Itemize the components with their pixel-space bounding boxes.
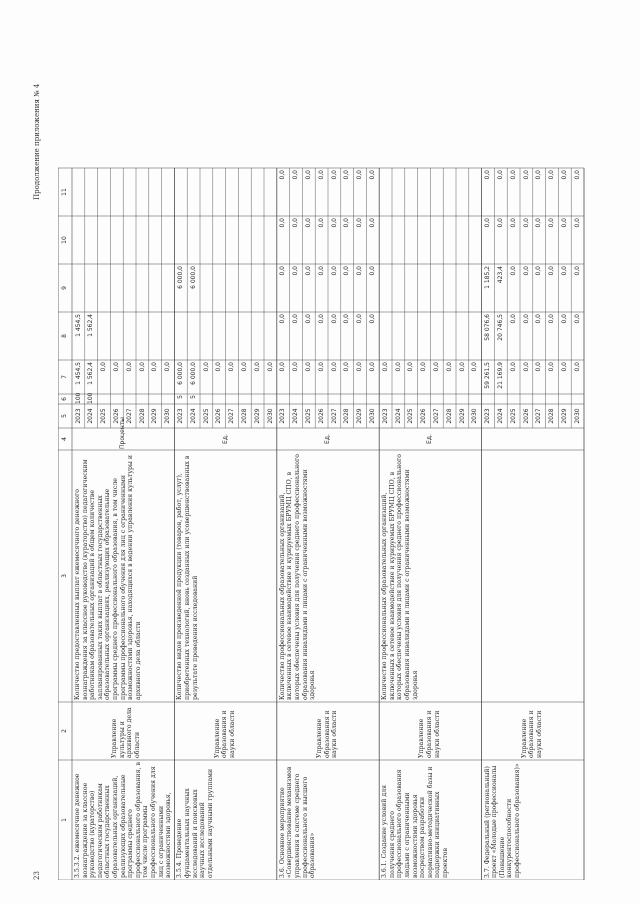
year-cell: 2023	[74, 408, 82, 424]
value-cell: 0,0	[356, 170, 364, 180]
value-cell: 0,0	[279, 314, 287, 324]
year-cell: 2024	[292, 408, 300, 424]
value-cell: 0,0	[560, 362, 568, 372]
value-cell: 0,0	[535, 266, 543, 276]
value-cell: 0,0	[292, 314, 300, 324]
value-cell: 0,0	[548, 314, 556, 324]
year-cell: 2029	[253, 408, 261, 424]
value-cell: 0,0	[125, 362, 133, 372]
value-cell: 0,0	[560, 266, 568, 276]
value-cell: 0,0	[394, 362, 402, 372]
indicator-description: Количество видов произведенной продукции (товаров, работ, услуг), приобретенных технологий, вновь созданных или усовершенствованных в результате проведения исследований	[176, 455, 199, 700]
value-cell: 0,0	[535, 314, 543, 324]
column-header: 6	[61, 397, 68, 401]
value-cell: 0,0	[548, 170, 556, 180]
value-cell: 0,0	[292, 170, 300, 180]
year-cell: 2023	[176, 408, 184, 424]
value-cell: 21 169,9	[496, 362, 504, 389]
value-cell: 0,0	[330, 218, 338, 228]
value-cell: 1 454,5	[74, 314, 82, 337]
column-header: 5	[61, 414, 68, 418]
year-cell: 2028	[138, 408, 146, 424]
year-cell: 2028	[240, 408, 248, 424]
value-cell: 0,0	[573, 266, 581, 276]
value-cell: 0,0	[330, 170, 338, 180]
executor: Управление образования и науки области	[520, 710, 543, 758]
year-cell: 2026	[420, 408, 428, 424]
year-cell: 2028	[548, 408, 556, 424]
value-cell: 0,0	[458, 362, 466, 372]
unit: Проценты	[119, 417, 127, 449]
value-cell: 0,0	[535, 218, 543, 228]
value-cell: 0,0	[522, 362, 530, 372]
value-cell: 0,0	[560, 314, 568, 324]
value-cell: 100	[74, 392, 82, 404]
value-cell: 0,0	[509, 362, 517, 372]
value-cell: 0,0	[202, 362, 210, 372]
year-cell: 2025	[509, 408, 517, 424]
value-cell: 0,0	[356, 314, 364, 324]
value-cell: 0,0	[317, 218, 325, 228]
value-cell: 0,0	[343, 362, 351, 372]
value-cell: 0,0	[112, 362, 120, 372]
value-cell: 0,0	[471, 362, 479, 372]
value-cell: 0,0	[522, 266, 530, 276]
year-cell: 2028	[445, 408, 453, 424]
year-cell: 2025	[407, 408, 415, 424]
activity-name: 3.5.4. Проведение фундаментальных научных исследований и поисковых научных исследований отдельными научными группами	[176, 768, 214, 878]
activity-name: 3.5.3.2. ежемесячное денежное вознаграждение за классное руководство (кураторство) педагогическим работникам областных государственных образовательных организаций, реализующих образовательные программы среднего профессионального образования, в том числе программы профессионального обучения для лиц с ограниченными возможностями здоровья,	[74, 762, 173, 878]
unit: Ед.	[426, 434, 434, 444]
year-cell: 2026	[522, 408, 530, 424]
column-header: 10	[61, 236, 68, 244]
value-cell: 6 000,0	[189, 266, 197, 289]
value-cell: 0,0	[253, 362, 261, 372]
activity-name: 3.6. Основное мероприятие «Совершенствование механизмов управления в системе среднего профессионального и высшего образования»	[278, 766, 317, 878]
value-cell: 0,0	[484, 170, 492, 180]
value-cell: 0,0	[164, 362, 172, 372]
value-cell: 0,0	[279, 266, 287, 276]
year-cell: 2024	[496, 408, 504, 424]
value-cell: 1 454,5	[74, 362, 82, 385]
value-cell: 0,0	[560, 170, 568, 180]
value-cell: 0,0	[509, 266, 517, 276]
column-header: 11	[61, 188, 68, 196]
value-cell: 0,0	[343, 170, 351, 180]
value-cell: 0,0	[368, 362, 376, 372]
executor: Управление образования и науки области	[418, 710, 441, 758]
value-cell: 0,0	[304, 362, 312, 372]
value-cell: 0,0	[240, 362, 248, 372]
value-cell: 0,0	[279, 218, 287, 228]
indicator-description: Количество профессиональных образовательных организаций, включенных в сетевое взаимодействие и курируемых БРУМЦ СПО, в которых обеспечены условия для получения среднего профессионального образования инвалидами и лицами с ограниченными возможностями здоровья	[381, 454, 419, 700]
year-cell: 2024	[87, 408, 95, 424]
value-cell: 1 562,4	[87, 314, 95, 337]
value-cell: 0,0	[304, 314, 312, 324]
year-cell: 2026	[112, 408, 120, 424]
column-header: 1	[61, 818, 68, 822]
value-cell: 0,0	[548, 266, 556, 276]
value-cell: 0,0	[356, 266, 364, 276]
value-cell: 6 000,0	[189, 362, 197, 385]
value-cell: 0,0	[330, 266, 338, 276]
year-cell: 2026	[317, 408, 325, 424]
year-cell: 2024	[189, 408, 197, 424]
value-cell: 0,0	[420, 362, 428, 372]
value-cell: 0,0	[522, 170, 530, 180]
year-cell: 2027	[432, 408, 440, 424]
value-cell: 0,0	[304, 266, 312, 276]
value-cell: 0,0	[317, 314, 325, 324]
activity-name: 3.6.1. Создание условий для получения среднего профессионального образования людьми с ограниченными возможностями здоровья посредством разработки нормативно-методической базы и поддержки инициативных проектов	[381, 766, 449, 878]
year-cell: 2030	[266, 408, 274, 424]
indicator-description	[484, 452, 582, 700]
value-cell: 58 076,6	[484, 314, 492, 341]
value-cell: 0,0	[509, 218, 517, 228]
value-cell: 0,0	[381, 362, 389, 372]
value-cell: 6 000,0	[176, 266, 184, 289]
year-cell: 2030	[471, 408, 479, 424]
unit: Ед.	[221, 434, 229, 444]
continuation-note: Продолжение приложения № 4	[33, 83, 41, 200]
value-cell: 0,0	[292, 362, 300, 372]
value-cell: 6 000,0	[176, 362, 184, 385]
value-cell: 20 746,5	[496, 314, 504, 341]
value-cell: 0,0	[445, 362, 453, 372]
year-cell: 2023	[484, 408, 492, 424]
value-cell: 0,0	[228, 362, 236, 372]
value-cell: 0,0	[292, 266, 300, 276]
value-cell: 0,0	[535, 170, 543, 180]
value-cell: 0,0	[432, 362, 440, 372]
year-cell: 2027	[535, 408, 543, 424]
indicator-description: Количество профессиональных образовательных организаций, включенных в сетевое взаимодействие и курируемых БРУМЦ СПО, в которых обеспечены условия для получения среднего профессионального образования инвалидами и лицами с ограниченными возможностями здоровья	[278, 454, 317, 700]
value-cell: 0,0	[343, 314, 351, 324]
value-cell: 0,0	[215, 362, 223, 372]
rotated-content	[33, 26, 628, 880]
value-cell: 0,0	[100, 362, 108, 372]
year-cell: 2030	[368, 408, 376, 424]
value-cell: 0,0	[407, 362, 415, 372]
year-cell: 2024	[394, 408, 402, 424]
value-cell: 0,0	[356, 218, 364, 228]
value-cell: 0,0	[330, 314, 338, 324]
value-cell: 0,0	[317, 362, 325, 372]
year-cell: 2027	[228, 408, 236, 424]
year-cell: 2029	[560, 408, 568, 424]
value-cell: 0,0	[548, 218, 556, 228]
value-cell: 0,0	[548, 362, 556, 372]
year-cell: 2029	[151, 408, 159, 424]
year-cell: 2025	[100, 408, 108, 424]
value-cell: 0,0	[368, 314, 376, 324]
value-cell: 1 562,4	[87, 362, 95, 385]
value-cell: 0,0	[484, 218, 492, 228]
value-cell: 5	[176, 395, 184, 399]
year-cell: 2023	[381, 408, 389, 424]
value-cell: 0,0	[573, 362, 581, 372]
value-cell: 0,0	[356, 362, 364, 372]
value-cell: 0,0	[279, 170, 287, 180]
value-cell: 1 185,2	[484, 266, 492, 289]
value-cell: 0,0	[496, 170, 504, 180]
column-header: 7	[61, 375, 68, 379]
value-cell: 0,0	[304, 218, 312, 228]
value-cell: 0,0	[151, 362, 159, 372]
year-cell: 2026	[215, 408, 223, 424]
value-cell: 0,0	[138, 362, 146, 372]
value-cell: 423,4	[496, 266, 504, 284]
value-cell: 0,0	[292, 218, 300, 228]
program-table	[58, 26, 628, 880]
unit: Ед.	[324, 434, 331, 444]
executor: Управление культуры и архивного дела области	[111, 707, 141, 758]
executor: Управление образования и науки области	[316, 710, 339, 758]
year-cell: 2030	[164, 408, 172, 424]
year-cell: 2025	[304, 408, 312, 424]
value-cell: 0,0	[343, 218, 351, 228]
column-header: 8	[61, 334, 68, 338]
value-cell: 0,0	[573, 218, 581, 228]
value-cell: 100	[87, 392, 95, 404]
value-cell: 59 261,5	[484, 362, 492, 389]
value-cell: 0,0	[573, 170, 581, 180]
value-cell: 0,0	[368, 218, 376, 228]
value-cell: 0,0	[535, 362, 543, 372]
year-cell: 2023	[279, 408, 287, 424]
column-header: 3	[61, 574, 68, 578]
column-header: 4	[61, 437, 68, 441]
year-cell: 2027	[125, 408, 133, 424]
value-cell: 0,0	[317, 266, 325, 276]
year-cell: 2028	[343, 408, 351, 424]
value-cell: 0,0	[522, 314, 530, 324]
value-cell: 0,0	[509, 170, 517, 180]
value-cell: 0,0	[522, 218, 530, 228]
year-cell: 2027	[330, 408, 338, 424]
activity-name: 3.7. Федеральный (региональный) проект «Молодые профессионалы (Повышение конкурентоспособности профессионального образования)»	[483, 763, 521, 878]
year-cell: 2029	[356, 408, 364, 424]
value-cell: 0,0	[368, 170, 376, 180]
value-cell: 0,0	[573, 314, 581, 324]
year-cell: 2029	[458, 408, 466, 424]
value-cell: 0,0	[279, 362, 287, 372]
year-cell: 2025	[202, 408, 210, 424]
page-number: 23	[33, 871, 41, 880]
year-cell: 2030	[573, 408, 581, 424]
value-cell: 0,0	[368, 266, 376, 276]
indicator-description: Количество предоставленных выплат ежемесячного денежного вознаграждения за классное руководство (кураторство) педагогическим работникам образовательных организаций в общем количестве запланированных таких выплат в областных государственных образовательных организациях, реализующих образовательные программы среднего профессионального образования, в том числе программы профессионального обучения для лиц с ограниченными возможностями здоровья, находящихся в ведении управления культуры и архивного дела области	[74, 455, 142, 700]
value-cell: 0,0	[509, 314, 517, 324]
value-cell: 0,0	[317, 170, 325, 180]
value-cell: 0,0	[266, 362, 274, 372]
value-cell: 5	[189, 395, 197, 399]
value-cell: 0,0	[496, 218, 504, 228]
column-header: 9	[61, 286, 68, 290]
value-cell: 0,0	[343, 266, 351, 276]
executor: Управление образования и науки области	[213, 710, 236, 758]
value-cell: 0,0	[560, 218, 568, 228]
column-header: 2	[61, 729, 68, 733]
value-cell: 0,0	[330, 362, 338, 372]
value-cell: 0,0	[304, 170, 312, 180]
